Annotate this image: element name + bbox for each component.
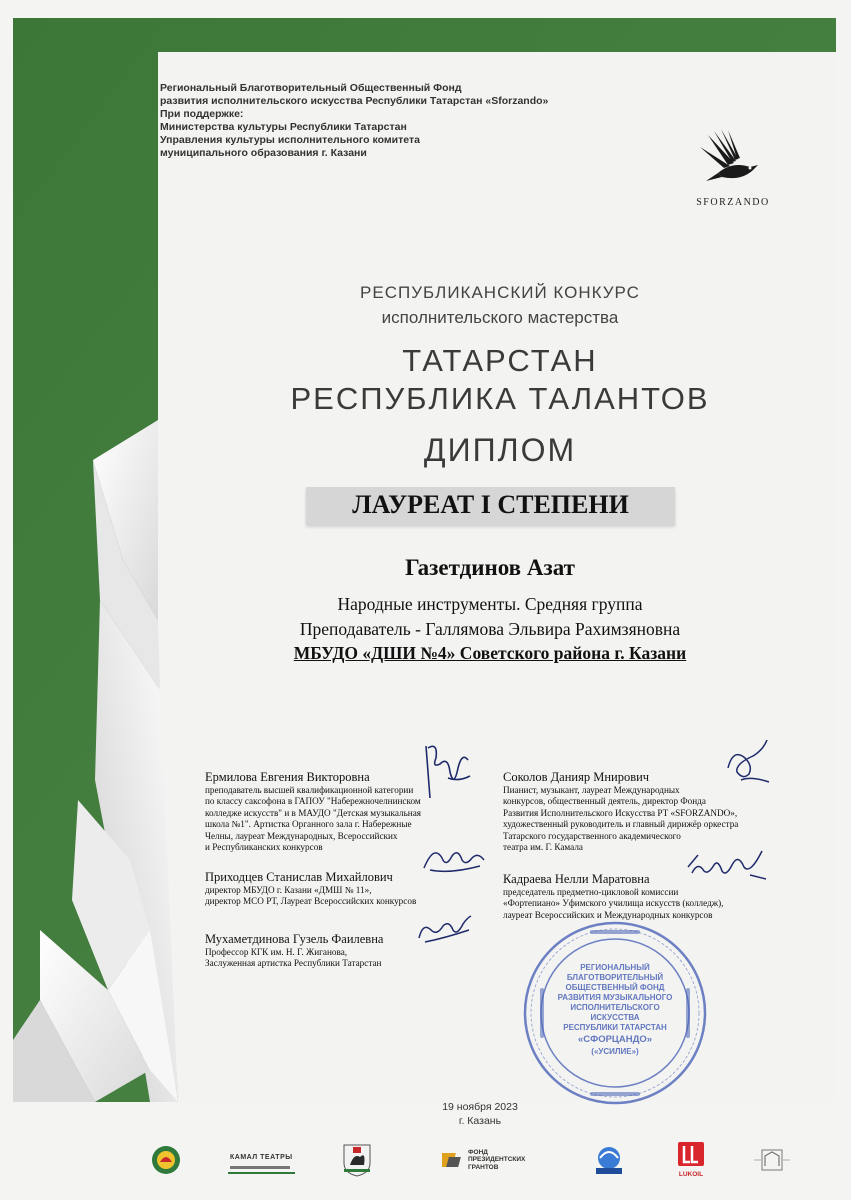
- jury-description: [205, 885, 416, 908]
- jury-desc-line: театра им. Г. Камала: [503, 842, 583, 853]
- award-text: ЛАУРЕАТ I СТЕПЕНИ: [352, 490, 629, 519]
- signature-prikhodtsev: [420, 838, 490, 878]
- stamp-line: («УСИЛИЕ»): [591, 1047, 639, 1056]
- jury-member: [503, 770, 738, 853]
- jury-desc-line: Пианист, музыкант, лауреат Международных: [503, 785, 680, 795]
- jury-desc-line: лауреат Всероссийских и Международных конкурсов: [503, 909, 713, 920]
- tatarstan-emblem-icon: [150, 1140, 182, 1180]
- stamp-line: ОБЩЕСТВЕННЫЙ ФОНД: [565, 983, 665, 992]
- jury-description: [205, 785, 421, 853]
- header-line: муниципального образования г. Казани: [160, 147, 367, 159]
- contest-name-line2: РЕСПУБЛИКА ТАЛАНТОВ: [290, 381, 710, 416]
- jury-desc-line: Татарского государственного академического: [503, 830, 681, 841]
- jury-description: [205, 947, 383, 970]
- stamp-line: РЕГИОНАЛЬНЫЙ: [580, 963, 650, 972]
- kamal-theatre-text: КАМАЛ ТЕАТРЫ: [230, 1154, 293, 1161]
- header-line: При поддержке:: [160, 108, 244, 120]
- diploma-title: ДИПЛОМ: [423, 432, 577, 468]
- jury-member: [205, 932, 383, 970]
- jury-name: Кадраева Нелли Маратовна: [503, 872, 650, 886]
- recipient-teacher: Преподаватель - Галлямова Эльвира Рахимзяновна: [299, 619, 681, 639]
- logo-text: SFORZANDO: [696, 197, 770, 208]
- jury-desc-line: по классу саксофона в ГАПОУ "Набережночелнинском: [205, 796, 421, 807]
- stamp-line: РАЗВИТИЯ МУЗЫКАЛЬНОГО: [557, 993, 673, 1002]
- foundation-stamp: [520, 918, 710, 1108]
- kamal-theatre-logo-icon: [228, 1140, 295, 1180]
- stamp-line: БЛАГОТВОРИТЕЛЬНЫЙ: [566, 973, 664, 982]
- contest-name: [250, 342, 750, 418]
- jury-description: [503, 887, 723, 921]
- header-line: Министерства культуры Республики Татарстан: [160, 121, 407, 133]
- jury-desc-line: художественный руководитель и главный дирижёр оркестра: [503, 819, 739, 830]
- stamp-line: ИСПОЛНИТЕЛЬСКОГО: [570, 1003, 660, 1012]
- jury-name: Приходцев Станислав Михайлович: [205, 870, 393, 884]
- jury-desc-line: и Республиканских конкурсов: [205, 842, 323, 853]
- contest-subtitle: исполнительского мастерства: [381, 308, 619, 327]
- signature-mukhametdinova: [415, 912, 475, 946]
- header-line: Региональный Благотворительный Общественный Фонд: [160, 82, 462, 94]
- contest-name-line1: ТАТАРСТАН: [402, 343, 598, 378]
- sforzando-logo: [688, 125, 778, 215]
- jury-desc-line: Челны, лауреат Международных, Всероссийских: [205, 830, 398, 841]
- event-city: г. Казань: [458, 1115, 502, 1127]
- recipient-school: МБУДО «ДШИ №4» Советского района г. Казани: [293, 643, 687, 663]
- jury-desc-line: Заслуженная артистка Республики Татарстан: [205, 958, 382, 969]
- stamp-line: РЕСПУБЛИКИ ТАТАРСТАН: [563, 1023, 667, 1032]
- date-and-place: [380, 1100, 580, 1128]
- jury-desc-line: председатель предметно-цикловой комиссии: [503, 887, 679, 897]
- jury-desc-line: конкурсов, общественный деятель, директор Фонда: [503, 796, 706, 807]
- signature-kadraeva: [684, 845, 769, 885]
- signature-sokolov: [723, 738, 773, 788]
- jury-desc-line: школа №1". Артистка Органного зала г. Набережные: [205, 819, 412, 830]
- jury-description: [503, 785, 738, 853]
- jury-name: Мухаметдинова Гузель Фаилевна: [205, 932, 384, 946]
- presidential-grants-logo-icon: [442, 1140, 525, 1180]
- header-line: развития исполнительского искусства Республики Татарстан «Sforzando»: [160, 95, 549, 107]
- grants-line: ГРАНТОВ: [468, 1163, 499, 1171]
- recipient-category: Народные инструменты. Средняя группа: [337, 594, 643, 614]
- grants-line: ФОНД: [468, 1148, 488, 1156]
- bird-icon: [688, 125, 778, 195]
- jury-desc-line: колледже искусств" и в МАУДО "Детская музыкальная: [205, 807, 421, 818]
- nkk-logo-icon: [592, 1140, 626, 1180]
- organizer-header: [160, 82, 620, 160]
- lukoil-logo-icon: [678, 1140, 704, 1180]
- jury-desc-line: директор МСО РТ, Лауреат Всероссийских конкурсов: [205, 896, 417, 907]
- contest-title: РЕСПУБЛИКАНСКИЙ КОНКУРС: [360, 283, 640, 302]
- stamp-line: ИСКУССТВА: [590, 1013, 640, 1022]
- jury-member: [205, 770, 421, 853]
- kazan-emblem-icon: [342, 1140, 372, 1180]
- jury-desc-line: «Фортепиано» Уфимского училища искусств (колледж),: [503, 898, 724, 909]
- jury-name: Ермилова Евгения Викторовна: [205, 770, 370, 784]
- ministry-emblem-icon: [752, 1140, 792, 1180]
- jury-desc-line: директор МБУДО г. Казани «ДМШ № 11»,: [205, 885, 372, 895]
- grants-line: ПРЕЗИДЕНТСКИХ: [468, 1156, 526, 1164]
- event-date: 19 ноября 2023: [442, 1101, 518, 1113]
- recipient-name: Газетдинов Азат: [405, 555, 575, 580]
- jury-desc-line: преподаватель высшей квалификационной категории: [205, 785, 414, 795]
- stamp-line: «СФОРЦАНДО»: [577, 1034, 653, 1045]
- jury-name: Соколов Данияр Мнирович: [503, 770, 650, 784]
- jury-member: [205, 870, 416, 908]
- signature-ermilova: [418, 738, 478, 808]
- jury-desc-line: Профессор КГК им. Н. Г. Жиганова,: [205, 947, 348, 957]
- lukoil-text: LUKOIL: [678, 1171, 704, 1178]
- jury-desc-line: Развития Исполнительского Искусства РТ «SFORZANDO»,: [503, 807, 738, 818]
- header-line: Управления культуры исполнительного комитета: [160, 134, 420, 146]
